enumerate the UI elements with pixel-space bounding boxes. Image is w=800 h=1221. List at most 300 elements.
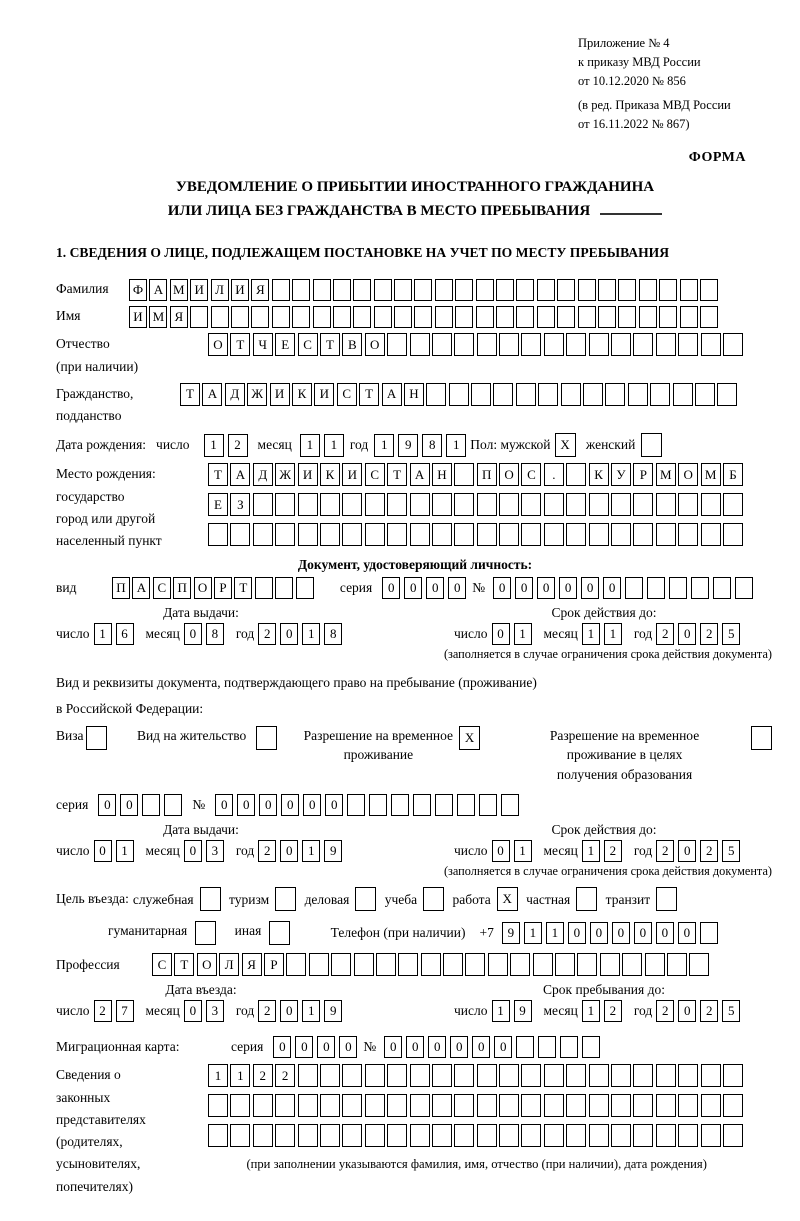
char-cell[interactable] bbox=[598, 306, 616, 328]
purpose-checkbox-4[interactable] bbox=[497, 887, 520, 911]
char-cell[interactable]: 0 bbox=[295, 1036, 313, 1058]
char-cell[interactable] bbox=[208, 523, 228, 546]
char-cell[interactable] bbox=[639, 306, 657, 328]
char-cell[interactable] bbox=[365, 493, 385, 516]
char-cell[interactable] bbox=[457, 794, 475, 816]
char-cell[interactable]: 1 bbox=[116, 840, 134, 862]
char-cell[interactable]: 2 bbox=[253, 1064, 273, 1087]
char-cell[interactable]: Р bbox=[214, 577, 232, 599]
char-cell[interactable]: И bbox=[190, 279, 208, 301]
char-cell[interactable]: 0 bbox=[120, 794, 138, 816]
char-cell[interactable] bbox=[537, 306, 555, 328]
char-cell[interactable]: Ж bbox=[275, 463, 295, 486]
char-cell[interactable] bbox=[435, 306, 453, 328]
char-cell[interactable]: С bbox=[153, 577, 171, 599]
char-cell[interactable] bbox=[510, 953, 530, 976]
char-cell[interactable] bbox=[673, 383, 693, 406]
char-cell[interactable] bbox=[435, 279, 453, 301]
residence-permit-checkbox[interactable] bbox=[256, 726, 279, 750]
char-cell[interactable]: 0 bbox=[634, 922, 652, 944]
char-cell[interactable] bbox=[211, 306, 229, 328]
birth-year-cells[interactable] bbox=[374, 434, 470, 457]
char-cell[interactable] bbox=[255, 577, 273, 599]
char-cell[interactable]: В bbox=[342, 333, 362, 356]
char-cell[interactable] bbox=[544, 1094, 564, 1117]
char-cell[interactable] bbox=[391, 794, 409, 816]
char-cell[interactable] bbox=[561, 383, 581, 406]
char-cell[interactable]: М bbox=[656, 463, 676, 486]
char-cell[interactable] bbox=[656, 1124, 676, 1147]
char-cell[interactable] bbox=[387, 1064, 407, 1087]
char-cell[interactable] bbox=[454, 463, 474, 486]
char-cell[interactable]: О bbox=[208, 333, 228, 356]
char-cell[interactable]: Т bbox=[320, 333, 340, 356]
residence-issue-month-cells[interactable] bbox=[184, 840, 228, 862]
char-cell[interactable]: А bbox=[382, 383, 402, 406]
char-cell[interactable]: Т bbox=[359, 383, 379, 406]
char-cell[interactable]: 0 bbox=[339, 1036, 357, 1058]
char-cell[interactable] bbox=[253, 1094, 273, 1117]
char-cell[interactable]: 9 bbox=[324, 840, 342, 862]
char-cell[interactable] bbox=[577, 953, 597, 976]
char-cell[interactable] bbox=[496, 306, 514, 328]
char-cell[interactable] bbox=[432, 1094, 452, 1117]
char-cell[interactable] bbox=[578, 279, 596, 301]
char-cell[interactable] bbox=[477, 333, 497, 356]
char-cell[interactable] bbox=[566, 1124, 586, 1147]
purpose-checkbox-1[interactable] bbox=[275, 887, 298, 911]
char-cell[interactable] bbox=[414, 306, 432, 328]
char-cell[interactable] bbox=[656, 333, 676, 356]
char-cell[interactable]: 0 bbox=[493, 577, 511, 599]
char-cell[interactable]: 2 bbox=[258, 840, 276, 862]
char-cell[interactable]: 8 bbox=[206, 623, 224, 645]
char-cell[interactable]: 0 bbox=[494, 1036, 512, 1058]
char-cell[interactable] bbox=[465, 953, 485, 976]
char-cell[interactable] bbox=[454, 1124, 474, 1147]
char-cell[interactable] bbox=[566, 1064, 586, 1087]
phone-cells[interactable] bbox=[502, 922, 722, 944]
char-cell[interactable]: О bbox=[365, 333, 385, 356]
char-cell[interactable] bbox=[656, 1094, 676, 1117]
char-cell[interactable] bbox=[667, 953, 687, 976]
char-cell[interactable] bbox=[454, 1064, 474, 1087]
char-cell[interactable] bbox=[142, 794, 160, 816]
char-cell[interactable]: А bbox=[202, 383, 222, 406]
birth-month-cells[interactable] bbox=[300, 434, 348, 457]
char-cell[interactable] bbox=[701, 523, 721, 546]
char-cell[interactable] bbox=[275, 1124, 295, 1147]
identity-kind-cells[interactable] bbox=[112, 577, 316, 599]
char-cell[interactable]: 0 bbox=[281, 794, 299, 816]
residence-expiry-year-cells[interactable] bbox=[656, 840, 744, 862]
char-cell[interactable] bbox=[723, 1124, 743, 1147]
char-cell[interactable] bbox=[695, 383, 715, 406]
char-cell[interactable] bbox=[432, 1124, 452, 1147]
char-cell[interactable] bbox=[656, 887, 677, 911]
char-cell[interactable] bbox=[678, 1094, 698, 1117]
char-cell[interactable]: 2 bbox=[656, 623, 674, 645]
char-cell[interactable] bbox=[231, 306, 249, 328]
residence-expiry-day-cells[interactable] bbox=[492, 840, 536, 862]
char-cell[interactable]: 2 bbox=[604, 1000, 622, 1022]
char-cell[interactable]: П bbox=[477, 463, 497, 486]
char-cell[interactable] bbox=[414, 279, 432, 301]
char-cell[interactable] bbox=[471, 383, 491, 406]
char-cell[interactable]: Ф bbox=[129, 279, 147, 301]
char-cell[interactable] bbox=[557, 279, 575, 301]
char-cell[interactable] bbox=[680, 306, 698, 328]
char-cell[interactable] bbox=[387, 1124, 407, 1147]
char-cell[interactable] bbox=[533, 953, 553, 976]
char-cell[interactable] bbox=[298, 1124, 318, 1147]
representatives-cells-row2[interactable] bbox=[208, 1094, 745, 1117]
char-cell[interactable] bbox=[230, 1124, 250, 1147]
char-cell[interactable]: 1 bbox=[582, 1000, 600, 1022]
char-cell[interactable]: 2 bbox=[700, 840, 718, 862]
char-cell[interactable]: П bbox=[173, 577, 191, 599]
char-cell[interactable] bbox=[521, 523, 541, 546]
representatives-cells-row3[interactable] bbox=[208, 1124, 745, 1147]
representatives-cells-row1[interactable] bbox=[208, 1064, 745, 1087]
char-cell[interactable] bbox=[589, 523, 609, 546]
char-cell[interactable] bbox=[723, 1064, 743, 1087]
char-cell[interactable]: 8 bbox=[324, 623, 342, 645]
char-cell[interactable]: 2 bbox=[656, 1000, 674, 1022]
char-cell[interactable]: Н bbox=[432, 463, 452, 486]
char-cell[interactable]: 1 bbox=[524, 922, 542, 944]
char-cell[interactable]: Т bbox=[180, 383, 200, 406]
char-cell[interactable] bbox=[309, 953, 329, 976]
char-cell[interactable]: А bbox=[410, 463, 430, 486]
char-cell[interactable] bbox=[521, 493, 541, 516]
char-cell[interactable] bbox=[625, 577, 643, 599]
char-cell[interactable]: 0 bbox=[215, 794, 233, 816]
char-cell[interactable] bbox=[521, 1064, 541, 1087]
char-cell[interactable] bbox=[286, 953, 306, 976]
purpose-checkbox-8[interactable] bbox=[269, 921, 292, 945]
char-cell[interactable]: 0 bbox=[184, 840, 202, 862]
char-cell[interactable] bbox=[691, 577, 709, 599]
char-cell[interactable]: А bbox=[230, 463, 250, 486]
char-cell[interactable] bbox=[369, 794, 387, 816]
char-cell[interactable] bbox=[656, 523, 676, 546]
char-cell[interactable]: 1 bbox=[582, 623, 600, 645]
identity-number-cells[interactable] bbox=[493, 577, 757, 599]
char-cell[interactable] bbox=[521, 333, 541, 356]
char-cell[interactable]: Ж bbox=[247, 383, 267, 406]
char-cell[interactable]: С bbox=[337, 383, 357, 406]
residence-expiry-month-cells[interactable] bbox=[582, 840, 626, 862]
char-cell[interactable]: 0 bbox=[612, 922, 630, 944]
char-cell[interactable]: 0 bbox=[492, 623, 510, 645]
char-cell[interactable] bbox=[566, 1094, 586, 1117]
char-cell[interactable]: И bbox=[298, 463, 318, 486]
char-cell[interactable] bbox=[583, 383, 603, 406]
char-cell[interactable] bbox=[423, 887, 444, 911]
char-cell[interactable]: Т bbox=[387, 463, 407, 486]
char-cell[interactable] bbox=[544, 333, 564, 356]
char-cell[interactable] bbox=[410, 1094, 430, 1117]
char-cell[interactable] bbox=[342, 1124, 362, 1147]
char-cell[interactable] bbox=[669, 577, 687, 599]
char-cell[interactable] bbox=[449, 383, 469, 406]
residence-issue-year-cells[interactable] bbox=[258, 840, 346, 862]
char-cell[interactable] bbox=[432, 333, 452, 356]
char-cell[interactable] bbox=[618, 279, 636, 301]
char-cell[interactable] bbox=[633, 333, 653, 356]
char-cell[interactable]: Е bbox=[208, 493, 228, 516]
char-cell[interactable] bbox=[618, 306, 636, 328]
char-cell[interactable] bbox=[477, 1064, 497, 1087]
char-cell[interactable] bbox=[589, 1124, 609, 1147]
char-cell[interactable]: А bbox=[132, 577, 150, 599]
char-cell[interactable] bbox=[678, 523, 698, 546]
migration-number-cells[interactable] bbox=[384, 1036, 604, 1058]
char-cell[interactable] bbox=[454, 333, 474, 356]
char-cell[interactable] bbox=[432, 493, 452, 516]
char-cell[interactable] bbox=[516, 306, 534, 328]
char-cell[interactable] bbox=[647, 577, 665, 599]
char-cell[interactable] bbox=[376, 953, 396, 976]
sex-male-checkbox[interactable] bbox=[555, 433, 578, 457]
char-cell[interactable] bbox=[516, 1036, 534, 1058]
char-cell[interactable] bbox=[544, 493, 564, 516]
char-cell[interactable] bbox=[421, 953, 441, 976]
char-cell[interactable] bbox=[499, 1094, 519, 1117]
char-cell[interactable] bbox=[426, 383, 446, 406]
char-cell[interactable] bbox=[342, 523, 362, 546]
char-cell[interactable] bbox=[555, 953, 575, 976]
char-cell[interactable]: 9 bbox=[398, 434, 418, 457]
char-cell[interactable]: У bbox=[611, 463, 631, 486]
char-cell[interactable] bbox=[333, 306, 351, 328]
char-cell[interactable] bbox=[678, 1064, 698, 1087]
char-cell[interactable]: 2 bbox=[275, 1064, 295, 1087]
char-cell[interactable] bbox=[516, 279, 534, 301]
purpose-checkbox-6[interactable] bbox=[656, 887, 679, 911]
char-cell[interactable]: 2 bbox=[700, 1000, 718, 1022]
char-cell[interactable]: 0 bbox=[537, 577, 555, 599]
char-cell[interactable] bbox=[387, 1094, 407, 1117]
char-cell[interactable] bbox=[537, 279, 555, 301]
char-cell[interactable]: А bbox=[149, 279, 167, 301]
char-cell[interactable]: Ч bbox=[253, 333, 273, 356]
char-cell[interactable] bbox=[557, 306, 575, 328]
char-cell[interactable] bbox=[454, 523, 474, 546]
char-cell[interactable] bbox=[313, 279, 331, 301]
char-cell[interactable]: 0 bbox=[678, 623, 696, 645]
char-cell[interactable] bbox=[713, 577, 731, 599]
char-cell[interactable]: М bbox=[701, 463, 721, 486]
char-cell[interactable] bbox=[656, 493, 676, 516]
char-cell[interactable] bbox=[476, 306, 494, 328]
char-cell[interactable]: 1 bbox=[230, 1064, 250, 1087]
char-cell[interactable] bbox=[639, 279, 657, 301]
char-cell[interactable] bbox=[633, 523, 653, 546]
char-cell[interactable]: 1 bbox=[546, 922, 564, 944]
char-cell[interactable] bbox=[479, 794, 497, 816]
identity-series-cells[interactable] bbox=[382, 577, 470, 599]
char-cell[interactable]: 1 bbox=[300, 434, 320, 457]
char-cell[interactable]: 0 bbox=[404, 577, 422, 599]
char-cell[interactable] bbox=[589, 1064, 609, 1087]
char-cell[interactable] bbox=[190, 306, 208, 328]
char-cell[interactable] bbox=[365, 523, 385, 546]
char-cell[interactable] bbox=[275, 523, 295, 546]
edu-residence-checkbox[interactable] bbox=[751, 726, 774, 750]
given-name-cells[interactable] bbox=[129, 306, 720, 328]
char-cell[interactable] bbox=[499, 1064, 519, 1087]
char-cell[interactable]: С bbox=[298, 333, 318, 356]
char-cell[interactable]: 5 bbox=[722, 623, 740, 645]
sex-female-checkbox[interactable] bbox=[641, 433, 664, 457]
identity-expiry-day-cells[interactable] bbox=[492, 623, 536, 645]
char-cell[interactable]: Т bbox=[174, 953, 194, 976]
char-cell[interactable] bbox=[499, 1124, 519, 1147]
char-cell[interactable] bbox=[387, 493, 407, 516]
char-cell[interactable] bbox=[253, 523, 273, 546]
char-cell[interactable] bbox=[354, 953, 374, 976]
char-cell[interactable]: 0 bbox=[237, 794, 255, 816]
birth-place-cells-row1[interactable] bbox=[208, 463, 745, 486]
char-cell[interactable] bbox=[432, 523, 452, 546]
char-cell[interactable]: 0 bbox=[559, 577, 577, 599]
char-cell[interactable] bbox=[476, 279, 494, 301]
char-cell[interactable] bbox=[313, 306, 331, 328]
char-cell[interactable]: 0 bbox=[406, 1036, 424, 1058]
char-cell[interactable] bbox=[443, 953, 463, 976]
char-cell[interactable]: 2 bbox=[258, 1000, 276, 1022]
char-cell[interactable]: 0 bbox=[94, 840, 112, 862]
char-cell[interactable]: 0 bbox=[515, 577, 533, 599]
char-cell[interactable] bbox=[320, 523, 340, 546]
identity-expiry-month-cells[interactable] bbox=[582, 623, 626, 645]
char-cell[interactable]: Д bbox=[225, 383, 245, 406]
char-cell[interactable] bbox=[355, 887, 376, 911]
char-cell[interactable] bbox=[700, 279, 718, 301]
char-cell[interactable] bbox=[298, 1094, 318, 1117]
char-cell[interactable] bbox=[331, 953, 351, 976]
char-cell[interactable]: 1 bbox=[302, 840, 320, 862]
char-cell[interactable]: К bbox=[589, 463, 609, 486]
char-cell[interactable]: 0 bbox=[303, 794, 321, 816]
char-cell[interactable] bbox=[611, 333, 631, 356]
char-cell[interactable] bbox=[701, 1064, 721, 1087]
char-cell[interactable]: 1 bbox=[204, 434, 224, 457]
char-cell[interactable] bbox=[320, 1094, 340, 1117]
char-cell[interactable]: К bbox=[320, 463, 340, 486]
stay-year-cells[interactable] bbox=[656, 1000, 744, 1022]
char-cell[interactable]: 0 bbox=[450, 1036, 468, 1058]
char-cell[interactable] bbox=[566, 493, 586, 516]
char-cell[interactable]: 0 bbox=[678, 922, 696, 944]
char-cell[interactable] bbox=[611, 1094, 631, 1117]
char-cell[interactable]: 2 bbox=[228, 434, 248, 457]
char-cell[interactable] bbox=[387, 523, 407, 546]
char-cell[interactable] bbox=[410, 1124, 430, 1147]
char-cell[interactable]: 0 bbox=[317, 1036, 335, 1058]
char-cell[interactable] bbox=[723, 523, 743, 546]
char-cell[interactable]: 2 bbox=[258, 623, 276, 645]
char-cell[interactable] bbox=[678, 493, 698, 516]
stay-day-cells[interactable] bbox=[492, 1000, 536, 1022]
char-cell[interactable]: 9 bbox=[324, 1000, 342, 1022]
char-cell[interactable] bbox=[86, 726, 107, 750]
char-cell[interactable]: 0 bbox=[581, 577, 599, 599]
char-cell[interactable]: М bbox=[170, 279, 188, 301]
char-cell[interactable]: 9 bbox=[502, 922, 520, 944]
citizenship-cells[interactable] bbox=[180, 383, 740, 406]
char-cell[interactable]: 0 bbox=[325, 794, 343, 816]
char-cell[interactable] bbox=[566, 523, 586, 546]
stay-month-cells[interactable] bbox=[582, 1000, 626, 1022]
char-cell[interactable]: 1 bbox=[208, 1064, 228, 1087]
profession-cells[interactable] bbox=[152, 953, 712, 976]
char-cell[interactable] bbox=[374, 306, 392, 328]
char-cell[interactable] bbox=[633, 1094, 653, 1117]
char-cell[interactable] bbox=[410, 333, 430, 356]
char-cell[interactable] bbox=[298, 1064, 318, 1087]
char-cell[interactable] bbox=[701, 333, 721, 356]
char-cell[interactable]: Т bbox=[230, 333, 250, 356]
char-cell[interactable]: К bbox=[292, 383, 312, 406]
char-cell[interactable]: И bbox=[342, 463, 362, 486]
char-cell[interactable]: С bbox=[365, 463, 385, 486]
char-cell[interactable]: Л bbox=[219, 953, 239, 976]
char-cell[interactable] bbox=[605, 383, 625, 406]
char-cell[interactable] bbox=[544, 523, 564, 546]
char-cell[interactable]: Р bbox=[633, 463, 653, 486]
char-cell[interactable] bbox=[723, 1094, 743, 1117]
char-cell[interactable] bbox=[589, 1094, 609, 1117]
char-cell[interactable] bbox=[347, 794, 365, 816]
char-cell[interactable]: Н bbox=[404, 383, 424, 406]
purpose-checkbox-5[interactable] bbox=[576, 887, 599, 911]
char-cell[interactable]: 0 bbox=[280, 840, 298, 862]
surname-cells[interactable] bbox=[129, 279, 720, 301]
char-cell[interactable]: З bbox=[230, 493, 250, 516]
char-cell[interactable] bbox=[394, 279, 412, 301]
purpose-checkbox-0[interactable] bbox=[200, 887, 223, 911]
char-cell[interactable] bbox=[493, 383, 513, 406]
char-cell[interactable] bbox=[410, 493, 430, 516]
char-cell[interactable] bbox=[701, 1094, 721, 1117]
char-cell[interactable] bbox=[298, 523, 318, 546]
char-cell[interactable] bbox=[659, 306, 677, 328]
char-cell[interactable] bbox=[455, 306, 473, 328]
migration-series-cells[interactable] bbox=[273, 1036, 361, 1058]
char-cell[interactable] bbox=[292, 306, 310, 328]
char-cell[interactable] bbox=[164, 794, 182, 816]
char-cell[interactable] bbox=[353, 306, 371, 328]
char-cell[interactable] bbox=[521, 1094, 541, 1117]
char-cell[interactable]: С bbox=[521, 463, 541, 486]
entry-year-cells[interactable] bbox=[258, 1000, 346, 1022]
char-cell[interactable]: О bbox=[194, 577, 212, 599]
char-cell[interactable]: Я bbox=[242, 953, 262, 976]
char-cell[interactable] bbox=[275, 493, 295, 516]
char-cell[interactable] bbox=[544, 1064, 564, 1087]
char-cell[interactable]: X bbox=[459, 726, 480, 750]
char-cell[interactable] bbox=[560, 1036, 578, 1058]
char-cell[interactable] bbox=[253, 1124, 273, 1147]
char-cell[interactable]: 1 bbox=[446, 434, 466, 457]
entry-day-cells[interactable] bbox=[94, 1000, 138, 1022]
char-cell[interactable] bbox=[253, 493, 273, 516]
char-cell[interactable]: 2 bbox=[700, 623, 718, 645]
char-cell[interactable]: 0 bbox=[568, 922, 586, 944]
